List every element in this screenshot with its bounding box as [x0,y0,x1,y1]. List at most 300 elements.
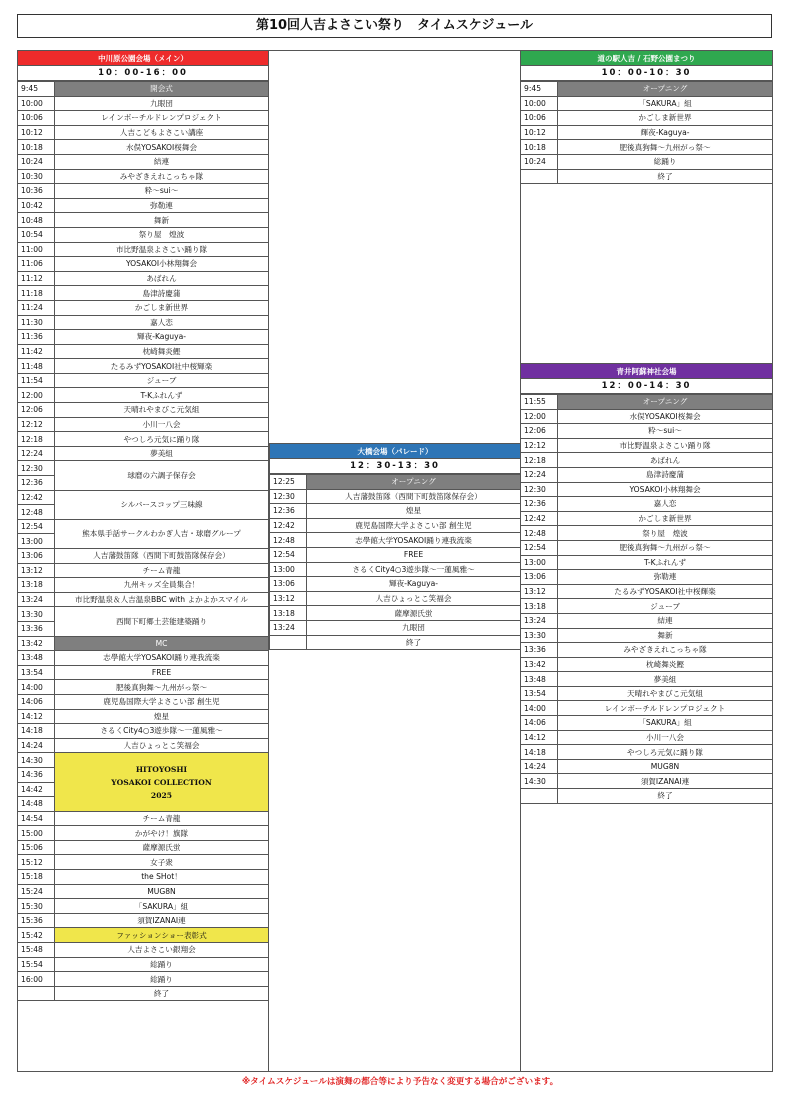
venue-time: 12：00-14：30 [520,379,773,394]
time-cell: 14:18 [18,724,55,739]
performer-cell: 水俣YOSAKOI桜舞会 [558,409,773,424]
time-cell: 13:36 [18,621,55,636]
time-cell: 12:30 [18,461,55,476]
performer-cell: 天晴れやまびこ元気組 [55,403,269,418]
schedule-row [18,315,269,330]
time-cell: 10:30 [18,169,55,184]
time-cell: 11:18 [18,286,55,301]
schedule-row [18,227,269,242]
time-cell: 14:00 [18,680,55,695]
schedule-row [18,694,269,709]
performer-cell: 煌星 [307,504,521,519]
schedule-row [18,111,269,126]
performer-cell: 輝夜-Kaguya- [558,125,773,140]
time-cell: 15:00 [18,826,55,841]
schedule-row [521,745,773,760]
time-cell: 12:06 [521,424,558,439]
schedule-row [270,475,521,490]
time-cell: 10:42 [18,198,55,213]
performer-cell: 島津詩慶蒲 [55,286,269,301]
schedule-row [521,759,773,774]
performer-cell: 総踊り [558,154,773,169]
time-cell: 13:24 [18,592,55,607]
time-cell: 10:12 [18,125,55,140]
schedule-row [521,730,773,745]
time-cell: 14:24 [521,759,558,774]
schedule-row [521,125,773,140]
performer-cell: 九眼団 [307,620,521,635]
time-cell: 10:18 [521,140,558,155]
time-cell: 9:45 [521,82,558,97]
time-cell: 13:48 [521,672,558,687]
performer-cell: 終了 [55,986,269,1001]
time-cell: 12:48 [270,533,307,548]
time-cell: 10:00 [18,96,55,111]
schedule-row [521,511,773,526]
time-cell: 14:48 [18,797,55,812]
time-cell: 11:42 [18,344,55,359]
schedule-row [18,811,269,826]
schedule-row [521,643,773,658]
schedule-row [18,154,269,169]
performer-cell: 薩摩源氏蛍 [307,606,521,621]
time-cell [521,169,558,184]
performer-cell: たるみずYOSAKOI社中桜輝楽 [558,584,773,599]
time-cell: 14:00 [521,701,558,716]
performer-cell: レインボーチルドレンプロジェクト [558,701,773,716]
time-cell: 13:12 [521,584,558,599]
time-cell: 12:54 [521,540,558,555]
performer-cell: YOSAKOI小林翔舞会 [558,482,773,497]
performer-cell: ファッションショー表彰式 [55,928,269,943]
performer-cell: 須賀IZANAI連 [55,913,269,928]
performer-cell: FREE [55,665,269,680]
performer-cell: 終了 [307,635,521,650]
time-cell: 13:42 [18,636,55,651]
performer-cell: 鹿児島国際大学よさこい部 創生児 [307,518,521,533]
performer-cell: 結連 [55,154,269,169]
performer-cell: ジューブ [558,599,773,614]
time-cell: 13:06 [270,577,307,592]
time-cell: 14:06 [521,716,558,731]
performer-cell: 輝夜-Kaguya- [55,330,269,345]
time-cell: 12:12 [18,417,55,432]
time-cell [270,635,307,650]
schedule-row [18,607,269,622]
schedule-row [18,986,269,1001]
time-cell: 15:48 [18,943,55,958]
performer-cell: 開会式 [55,82,269,97]
performer-cell: 「SAKURA」組 [55,899,269,914]
schedule-row [270,591,521,606]
schedule-row [18,490,269,505]
schedule-row [18,855,269,870]
performer-cell: チーム青龍 [55,563,269,578]
performer-cell: 市比野温泉よさこい踊り隊 [558,438,773,453]
performer-cell: MC [55,636,269,651]
schedule-row [521,789,773,804]
time-cell: 13:30 [18,607,55,622]
time-cell: 9:45 [18,82,55,97]
schedule-row [521,686,773,701]
time-cell: 13:48 [18,651,55,666]
time-cell: 13:42 [521,657,558,672]
schedule-row [521,540,773,555]
performer-cell: 結連 [558,613,773,628]
schedule-row [18,257,269,272]
performer-cell: 島津詩慶蒲 [558,467,773,482]
performer-cell: 志學館大学YOSAKOI踊り連我流楽 [307,533,521,548]
time-cell: 14:36 [18,767,55,782]
schedule-table [269,474,521,650]
performer-cell: かごしま新世界 [55,300,269,315]
schedule-row [521,774,773,789]
time-cell: 12:24 [18,446,55,461]
performer-cell: 人吉よさこい銀翔会 [55,943,269,958]
time-cell: 15:12 [18,855,55,870]
performer-cell: さるくCity4○3遊歩隊～一蓮風雅～ [55,724,269,739]
time-cell: 10:12 [521,125,558,140]
time-cell: 12:42 [18,490,55,505]
schedule-row [18,373,269,388]
schedule-row [18,592,269,607]
schedule-row [521,467,773,482]
time-cell: 13:54 [18,665,55,680]
schedule-row [18,82,269,97]
performer-cell: 総踊り [55,957,269,972]
schedule-row [18,680,269,695]
performer-cell: 市比野温泉よさこい踊り隊 [55,242,269,257]
schedule-row [270,547,521,562]
performer-cell: あばれん [558,453,773,468]
time-cell: 13:06 [521,570,558,585]
performer-cell: かごしま新世界 [558,111,773,126]
performer-cell: 枕崎舞炎鰹 [558,657,773,672]
time-cell: 10:36 [18,184,55,199]
schedule-row [18,519,269,534]
performer-cell: 粋～sui～ [558,424,773,439]
performer-cell: 煌星 [55,709,269,724]
time-cell: 12:36 [270,504,307,519]
venue-header: 中川原公園会場（メイン） [17,50,269,66]
time-cell: 14:30 [18,753,55,768]
time-cell: 11:54 [18,373,55,388]
footer-note: ※タイムスケジュールは演舞の都合等により予告なく変更する場合がございます。 [241,1077,559,1087]
schedule-row [18,96,269,111]
time-cell: 12:00 [521,409,558,424]
time-cell: 14:30 [521,774,558,789]
time-cell: 13:06 [18,549,55,564]
schedule-row [18,957,269,972]
time-cell: 13:00 [521,555,558,570]
schedule-row [18,140,269,155]
performer-cell: 薩摩源氏蛍 [55,840,269,855]
performer-cell: 人吉こどもよさこい講座 [55,125,269,140]
performer-cell: MUG8N [558,759,773,774]
schedule-row [18,344,269,359]
venue-time: 10：00-10：30 [520,66,773,81]
time-cell: 11:30 [18,315,55,330]
time-cell [521,789,558,804]
schedule-row [18,169,269,184]
time-cell: 10:48 [18,213,55,228]
venue-main [17,50,269,1001]
performer-cell: オープニング [558,82,773,97]
time-cell: 12:48 [18,505,55,520]
schedule-row [18,884,269,899]
schedule-row [18,563,269,578]
time-cell [18,986,55,1001]
performer-cell: シルバースコップ三味線 [55,490,269,519]
performer-cell: たるみずYOSAKOI社中桜輝楽 [55,359,269,374]
performer-cell: 「SAKURA」組 [558,96,773,111]
schedule-row [18,388,269,403]
performer-cell: FREE [307,547,521,562]
time-cell: 11:36 [18,330,55,345]
time-cell: 15:36 [18,913,55,928]
time-cell: 12:36 [521,497,558,512]
schedule-row [18,417,269,432]
schedule-row [270,620,521,635]
time-cell: 14:18 [521,745,558,760]
schedule-row [270,533,521,548]
time-cell: 14:12 [18,709,55,724]
performer-cell: 鹿児島国際大学よさこい部 創生児 [55,694,269,709]
venue-header: 青井阿蘇神社会場 [520,363,773,379]
performer-cell: レインボーチルドレンプロジェクト [55,111,269,126]
time-cell: 12:36 [18,476,55,491]
schedule-row [18,913,269,928]
performer-cell: 市比野温泉＆人吉温泉BBC with よかよかスマイル [55,592,269,607]
performer-cell: 肥後真狗舞～九州がっ祭～ [55,680,269,695]
performer-cell: みやざきえれこっちゃ隊 [558,643,773,658]
venue-time: 12：30-13：30 [269,459,521,474]
performer-cell: やつしろ元気に踊り隊 [558,745,773,760]
performer-cell: 天晴れやまびこ元気組 [558,686,773,701]
schedule-row [270,606,521,621]
time-cell: 14:06 [18,694,55,709]
time-cell: 10:18 [18,140,55,155]
performer-cell: the SHot！ [55,870,269,885]
time-cell: 11:48 [18,359,55,374]
performer-cell: 人吉藩鼓笛隊（西間下町鼓笛隊保存会） [307,489,521,504]
performer-cell: 須賀IZANAI連 [558,774,773,789]
performer-cell: 祭り屋 煌波 [558,526,773,541]
performer-cell: 嘉人恋 [55,315,269,330]
schedule-row [521,438,773,453]
schedule-row [18,899,269,914]
schedule-row [521,482,773,497]
time-cell: 12:24 [521,467,558,482]
time-cell: 13:00 [18,534,55,549]
performer-cell: 総踊り [55,972,269,987]
time-cell: 11:06 [18,257,55,272]
schedule-row [18,271,269,286]
schedule-row [521,424,773,439]
schedule-row [18,300,269,315]
performer-cell: 弥勒連 [55,198,269,213]
performer-cell: MUG8N [55,884,269,899]
schedule-row [18,125,269,140]
time-cell: 10:06 [18,111,55,126]
time-cell: 11:55 [521,395,558,410]
performer-cell: 熊本県手話サークルわかぎ人吉・球磨グループ [55,519,269,548]
performer-cell: やつしろ元気に踊り隊 [55,432,269,447]
schedule-row [18,753,269,768]
time-cell: 15:42 [18,928,55,943]
performer-cell: 小川一八会 [55,417,269,432]
time-cell: 14:12 [521,730,558,745]
time-cell: 14:24 [18,738,55,753]
performer-cell: あばれん [55,271,269,286]
performer-cell: 夢美組 [558,672,773,687]
time-cell: 15:18 [18,870,55,885]
performer-cell: 舞新 [558,628,773,643]
schedule-row [18,184,269,199]
time-cell: 14:42 [18,782,55,797]
time-cell: 12:42 [270,518,307,533]
schedule-row [521,169,773,184]
performer-cell: 人吉ひょっとこ笑福会 [307,591,521,606]
performer-cell: 小川一八会 [558,730,773,745]
venue-aoi-aso [520,363,773,804]
performer-cell: 終了 [558,789,773,804]
performer-cell: 女子衆 [55,855,269,870]
schedule-row [18,738,269,753]
schedule-row [18,665,269,680]
schedule-row [521,672,773,687]
performer-cell: T-Kふれんず [55,388,269,403]
schedule-row [270,577,521,592]
schedule-row [18,870,269,885]
schedule-row [18,928,269,943]
schedule-table [520,394,773,804]
schedule-row [521,599,773,614]
performer-cell: 西間下町郷土芸能建築踊り [55,607,269,636]
performer-cell: 祭り屋 煌波 [55,227,269,242]
schedule-row [521,613,773,628]
schedule-row [18,636,269,651]
performer-cell: 枕崎舞炎鰹 [55,344,269,359]
time-cell: 12:06 [18,403,55,418]
schedule-row [18,446,269,461]
performer-cell: 「SAKURA」組 [558,716,773,731]
time-cell: 12:30 [270,489,307,504]
time-cell: 15:30 [18,899,55,914]
schedule-row [270,504,521,519]
time-cell: 13:24 [521,613,558,628]
performer-cell: 九眼団 [55,96,269,111]
schedule-row [18,724,269,739]
schedule-row [521,111,773,126]
performer-cell: 夢美組 [55,446,269,461]
performer-cell: 粋～sui～ [55,184,269,199]
time-cell: 15:24 [18,884,55,899]
time-cell: 12:48 [521,526,558,541]
time-cell: 13:36 [521,643,558,658]
venue-michinoeki [520,50,773,184]
schedule-row [18,578,269,593]
time-cell: 12:18 [18,432,55,447]
performer-cell: 球磨の六調子保存会 [55,461,269,490]
time-cell: 12:54 [270,547,307,562]
time-cell: 13:18 [521,599,558,614]
performer-cell: かごしま新世界 [558,511,773,526]
schedule-row [521,497,773,512]
venue-time: 10：00-16：00 [17,66,269,81]
performer-cell: 嘉人恋 [558,497,773,512]
performer-cell: 肥後真狗舞～九州がっ祭～ [558,140,773,155]
performer-cell: 人吉藩鼓笛隊（西間下町鼓笛隊保存会） [55,549,269,564]
performer-cell: オープニング [307,475,521,490]
time-cell: 14:54 [18,811,55,826]
performer-cell: 志學館大学YOSAKOI踊り連我流楽 [55,651,269,666]
time-cell: 13:18 [18,578,55,593]
performer-cell: 人吉ひょっとこ笑福会 [55,738,269,753]
schedule-row [18,972,269,987]
venue-parade [269,443,521,650]
performer-cell: ジューブ [55,373,269,388]
performer-cell: かがやけ！旗隊 [55,826,269,841]
time-cell: 15:06 [18,840,55,855]
schedule-row [18,403,269,418]
time-cell: 12:42 [521,511,558,526]
performer-cell: 終了 [558,169,773,184]
schedule-row [521,453,773,468]
schedule-row [270,635,521,650]
performer-cell: みやざきえれこっちゃ隊 [55,169,269,184]
performer-cell: さるくCity4○3遊歩隊～一蓮風雅～ [307,562,521,577]
schedule-row [18,213,269,228]
schedule-table [520,81,773,184]
performer-cell: 肥後真狗舞～九州がっ祭～ [558,540,773,555]
time-cell: 10:24 [18,154,55,169]
schedule-row [521,154,773,169]
performer-cell: チーム青龍 [55,811,269,826]
time-cell: 12:12 [521,438,558,453]
time-cell: 10:54 [18,227,55,242]
time-cell: 13:12 [18,563,55,578]
performer-cell: T-Kふれんず [558,555,773,570]
schedule-row [521,716,773,731]
time-cell: 13:30 [521,628,558,643]
schedule-row [270,518,521,533]
time-cell: 13:54 [521,686,558,701]
performer-cell: 輝夜-Kaguya- [307,577,521,592]
schedule-row [18,826,269,841]
time-cell: 12:25 [270,475,307,490]
time-cell: 13:12 [270,591,307,606]
schedule-row [18,359,269,374]
schedule-row [521,570,773,585]
time-cell: 11:12 [18,271,55,286]
time-cell: 12:30 [521,482,558,497]
schedule-row [18,651,269,666]
schedule-row [521,140,773,155]
schedule-row [521,96,773,111]
schedule-table [17,81,269,1001]
schedule-row [521,701,773,716]
time-cell: 11:24 [18,300,55,315]
schedule-row [521,628,773,643]
schedule-row [18,242,269,257]
page-title: 第10回人吉よさこい祭り タイムスケジュール [17,14,772,38]
performer-cell: オープニング [558,395,773,410]
schedule-row [18,286,269,301]
time-cell: 13:24 [270,620,307,635]
performer-cell: YOSAKOI小林翔舞会 [55,257,269,272]
performer-cell: 九州キッズ全員集合！ [55,578,269,593]
